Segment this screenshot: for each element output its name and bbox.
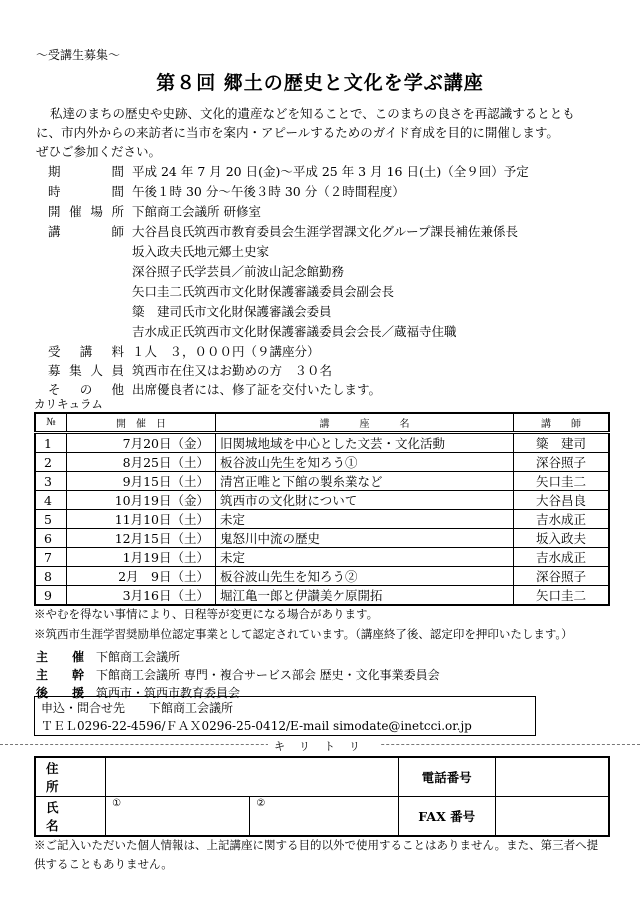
- row-topic: 板谷波山先生を知ろう①: [216, 453, 514, 472]
- lecturer-entry: [132, 282, 394, 301]
- lecturer-name: 深谷照子氏: [132, 264, 195, 279]
- row-lecturer: 吉水成正: [514, 548, 610, 567]
- row-lecturer: 坂入政夫: [514, 529, 610, 548]
- support-label: 後 援: [36, 686, 85, 700]
- row-no: 6: [35, 529, 67, 548]
- address-label: 住 所: [35, 757, 106, 797]
- info-period: [48, 162, 529, 181]
- row-topic: 清宮正唯と下館の製糸業など: [216, 472, 514, 491]
- privacy-notice: ※ご記入いただいた個人情報は、上記講座に関する目的以外で使用することはありません。また、第三者へ提供することもありません。: [34, 838, 599, 871]
- lecturer-role: 学芸員／前波山記念館勤務: [194, 264, 345, 279]
- row-date: 1月19日（土）: [67, 548, 216, 567]
- info-fee: [48, 342, 320, 361]
- row-lecturer: 深谷照子: [514, 567, 610, 586]
- application-form: [34, 756, 610, 837]
- row-no: 1: [35, 433, 67, 453]
- intro-line-3: ぜひご参加ください。: [36, 144, 162, 159]
- lecturer-role: 筑西市教育委員会生涯学習課文化グループ課長補佐兼係長: [194, 224, 519, 239]
- row-lecturer: 矢口圭二: [514, 586, 610, 606]
- info-venue: [48, 202, 261, 221]
- intro-paragraph: [36, 104, 606, 161]
- manager-row: [36, 666, 440, 683]
- table-row: [35, 586, 609, 606]
- row-no: 2: [35, 453, 67, 472]
- fax-field[interactable]: [495, 797, 609, 837]
- row-lecturer: 吉水成正: [514, 510, 610, 529]
- row-lecturer: 簗 建司: [514, 433, 610, 453]
- row-topic: 板谷波山先生を知ろう②: [216, 567, 514, 586]
- curriculum-label: カリキュラム: [34, 397, 103, 411]
- capacity-value: 筑西市在住又はお勤めの方 ３０名: [132, 363, 333, 378]
- row-date: 7月20日（金）: [67, 433, 216, 453]
- host-label: 主 催: [36, 650, 85, 664]
- row-topic: 鬼怒川中流の歴史: [216, 529, 514, 548]
- mark-2: ②: [256, 798, 266, 809]
- fee-label: 受 講 料: [48, 344, 124, 359]
- cut-line-label: キリトリ: [268, 738, 380, 754]
- row-no: 8: [35, 567, 67, 586]
- name-field-1[interactable]: [106, 797, 250, 837]
- row-topic: 未定: [216, 510, 514, 529]
- row-no: 4: [35, 491, 67, 510]
- host-value: 下館商工会議所: [96, 650, 181, 664]
- recruit-heading: ～受講生募集～: [36, 48, 121, 62]
- table-header-row: [35, 413, 609, 433]
- lecturer-name: 吉水成正氏: [132, 324, 195, 339]
- table-row: [35, 453, 609, 472]
- manager-label: 主 幹: [36, 668, 85, 682]
- lecturer-name: 矢口圭二氏: [132, 284, 195, 299]
- lecturer-label: 講 師: [48, 224, 124, 239]
- phone-label: 電話番号: [398, 757, 495, 797]
- note-certification: ※筑西市生涯学習奨励単位認定事業として認定されています。（講座終了後、認定印を押印いたします。）: [34, 627, 573, 641]
- lecturer-entry: [132, 222, 518, 241]
- row-lecturer: 大谷昌良: [514, 491, 610, 510]
- info-capacity: [48, 361, 333, 380]
- col-topic: 講 座 名: [216, 413, 514, 433]
- table-row: [35, 510, 609, 529]
- period-value: 平成 24 年 7 月 20 日(金)～平成 25 年 3 月 16 日(土)（全９回）予定: [132, 164, 529, 179]
- lecturer-name: 大谷昌良氏: [132, 224, 195, 239]
- time-label: 時 間: [48, 184, 124, 199]
- address-field[interactable]: [106, 757, 399, 797]
- venue-label: 開催場所: [48, 204, 124, 219]
- row-topic: 旧関城地域を中心とした文芸・文化活動: [216, 433, 514, 453]
- manager-value: 下館商工会議所 専門・複合サービス部会 歴史・文化事業委員会: [96, 668, 440, 682]
- lecturer-entry: [132, 262, 344, 281]
- row-date: 9月15日（土）: [67, 472, 216, 491]
- intro-line-2: に、市内外からの来訪者に当市を案内・アピールするためのガイド育成を目的に開催します。: [36, 125, 559, 140]
- support-value: 筑西市・筑西市教育委員会: [96, 686, 241, 700]
- form-row-name: [35, 797, 609, 837]
- lecturer-name: 坂入政夫氏: [132, 244, 195, 259]
- name-label: 氏 名: [35, 797, 106, 837]
- lecturer-entry: [132, 302, 332, 321]
- row-date: 3月16日（土）: [67, 586, 216, 606]
- form-row-address: [35, 757, 609, 797]
- phone-field[interactable]: [495, 757, 609, 797]
- contact-box: [34, 696, 536, 736]
- row-no: 9: [35, 586, 67, 606]
- period-label: 期 間: [48, 164, 124, 179]
- row-lecturer: 深谷照子: [514, 453, 610, 472]
- contact-details: ＴＥＬ0296-22-4596/ＦＡＸ0296-25-0412/E-mail simodate@inetcci.or.jp: [41, 719, 472, 733]
- row-date: 8月25日（土）: [67, 453, 216, 472]
- contact-heading: 申込・問合せ先 下館商工会議所: [41, 701, 234, 715]
- note-schedule-change: ※やむを得ない事情により、日程等が変更になる場合があります。: [34, 607, 379, 621]
- table-row: [35, 491, 609, 510]
- intro-line-1: 私達のまちの歴史や史跡、文化的遺産などを知ることで、このまちの良さを再認識するととも: [50, 106, 575, 121]
- capacity-label: 募集人員: [48, 363, 124, 378]
- table-row: [35, 433, 609, 453]
- row-no: 3: [35, 472, 67, 491]
- row-topic: 筑西市の文化財について: [216, 491, 514, 510]
- host-row: [36, 648, 180, 665]
- page-title: 第８回 郷土の歴史と文化を学ぶ講座: [156, 72, 484, 94]
- row-date: 2月 9日（土）: [67, 567, 216, 586]
- lecturer-role: 市文化財保護審議会委員: [194, 304, 332, 319]
- name-field-2[interactable]: [250, 797, 398, 837]
- lecturer-role: 筑西市文化財保護審議委員会副会長: [194, 284, 395, 299]
- row-topic: 堀江亀一郎と伊讃美ケ原開拓: [216, 586, 514, 606]
- mark-1: ①: [112, 798, 122, 809]
- row-date: 12月15日（土）: [67, 529, 216, 548]
- time-value: 午後１時 30 分～午後３時 30 分（２時間程度）: [132, 184, 405, 199]
- row-no: 7: [35, 548, 67, 567]
- table-row: [35, 529, 609, 548]
- col-no: №: [35, 413, 67, 433]
- info-lecturers: [48, 222, 124, 241]
- table-row: [35, 472, 609, 491]
- row-no: 5: [35, 510, 67, 529]
- row-date: 11月10日（土）: [67, 510, 216, 529]
- fax-label: FAX 番号: [398, 797, 495, 837]
- other-label: そ の 他: [48, 382, 124, 397]
- row-topic: 未定: [216, 548, 514, 567]
- curriculum-table: [34, 412, 610, 606]
- row-date: 10月19日（金）: [67, 491, 216, 510]
- info-time: [48, 182, 405, 201]
- table-row: [35, 548, 609, 567]
- lecturer-name: 簗 建司氏: [132, 304, 195, 319]
- lecturer-entry: [132, 322, 457, 341]
- lecturer-entry: [132, 242, 269, 261]
- table-row: [35, 567, 609, 586]
- col-date: 開 催 日: [67, 413, 216, 433]
- venue-value: 下館商工会議所 研修室: [132, 204, 261, 219]
- other-value: 出席優良者には、修了証を交付いたします。: [132, 382, 382, 397]
- fee-value: １人 ３，０００円（９講座分）: [132, 344, 320, 359]
- lecturer-role: 筑西市文化財保護審議委員会会長／蔵福寺住職: [194, 324, 457, 339]
- row-lecturer: 矢口圭二: [514, 472, 610, 491]
- lecturer-role: 地元郷土史家: [194, 244, 270, 259]
- col-lecturer: 講 師: [514, 413, 610, 433]
